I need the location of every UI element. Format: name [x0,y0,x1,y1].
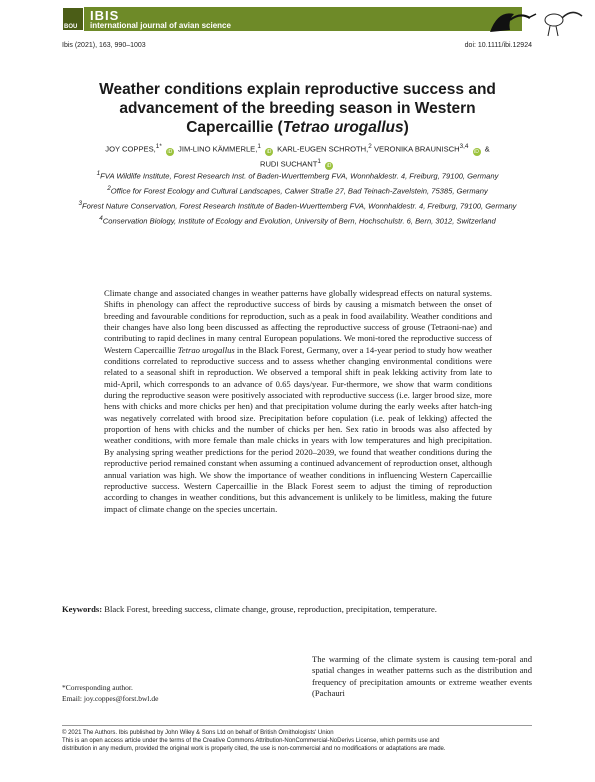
title-line-3-prefix: Capercaillie ( [186,119,283,136]
affiliation-4 [60,213,535,227]
keywords-label: Keywords: [62,604,103,614]
title-line-3-suffix: ) [403,119,409,136]
orcid-icon[interactable]: iD [266,148,272,155]
author-2: JIM-LINO KÄMMERLE, [178,144,258,154]
author-3: KARL-EUGEN SCHROTH, [277,144,369,154]
introduction-text: The warming of the climate system is causing tem-poral and spatial changes in weather patterns such as the distribution and frequency of precipitation amounts or extreme weather events (Pachauri [312,654,532,699]
abstract-part-1: Climate change and associated changes in weather patterns have globally widespread effects on natural systems. Shifts in phenology can affect the reproductive success of birds by causing a mismatch between the onset of breeding and favourable conditions for reproduction, such as a peak in food availability. Weather conditions and their changes have also long been discussed as affecting the reproductive success of grouse (Tetraoni-nae) and contributing to rapid declines in many central European populations. We moni-tored the reproductive success of Western Capercaillie [104,288,492,355]
author-5: RUDI SUCHANT [259,159,318,169]
title-line-1: Weather conditions explain reproductive success and [99,81,496,98]
orcid-icon[interactable]: iD [167,148,173,155]
orcid-icon[interactable]: iD [326,163,332,170]
author-4-sup: 3,4 [459,143,469,150]
abstract [104,288,492,515]
footer-divider [62,725,532,726]
birds-illustration [470,2,590,38]
abstract-part-2: in the Black Forest, Germany, over a 14-year period to study how weather conditions correlated to reproductive success and to assess whether changing environmental conditions were related to a seasonal shift in reproduction. We observed a temporal shift in peak lekking activity from late to mid-April, which corresponds to an advance of 0.65 days/year. Fur-thermore, we show that warm conditions during the reproductive season were positively associated with reproductive success (i.e. larger brood size, more hens with chicks and more chicks per hen) and that precipitation volume during the early weeks after hatch-ing was negatively correlated with brood size. Precipitation before copulation (i.e. peak of lekking) affected the proportion of hens with chicks and the number of chicks per hen. Sex ratio in broods was also affected by weather conditions, with more female than male chicks in years with low temperatures and high precipitation. By analysing spring weather predictions for the period 2020–2039, we found that weather conditions during the reproductive period remained constant when assuming a continued advancement of reproduction onset, although annual variation was high. We show the importance of weather conditions in influencing Western Capercaillie reproductive success. Western Capercaillie in the Black Forest seem to adjust the timing of reproduction according to changes in weather conditions, but this advancement is unlikely to be limitless, making the future impact of climate change on the species uncertain. [104,344,492,514]
affiliation-1 [60,168,535,182]
bou-logo-text: BOU [64,24,78,30]
corresponding-label: *Corresponding author. [62,683,133,692]
keywords-text: Black Forest, breeding success, climate change, grouse, reproduction, precipitation, temperature. [102,604,437,614]
abstract-species: Tetrao urogallus [177,344,235,355]
author-2-sup: 1 [257,143,261,150]
affiliation-1-text: FVA Wildlife Institute, Forest Research Inst. of Baden-Wuerttemberg FVA, Wonnhaldestr. 4, Freiburg, 79100, Germany [100,171,499,181]
article-title [40,80,555,137]
affiliation-1-num: 1 [96,170,101,177]
citation-info [62,42,146,49]
author-1-sup: 1 [155,143,160,150]
author-list: JOY COPPES,$^{1*}$ iD JIM-LINO KÄMMERLE,$^1$ iD KARL-EUGEN SCHROTH,$^2$ VERONIKA BRAUNISCH$^{3,4}$ iD & RUDI SUCHANT$^1$ iD [105,143,490,170]
author-3-sup: 2 [368,143,372,150]
orcid-icon[interactable]: iD [474,148,479,155]
journal-name: IBIS [90,8,120,23]
bou-logo [62,7,84,31]
corresponding-email[interactable]: Email: joy.coppes@forst.bwl.de [62,693,159,703]
footer-line-3: distribution in any medium, provided the original work is properly cited, the use is non-commercial and no modifications or adaptations are made. [62,746,446,753]
author-ampersand: & [482,144,490,154]
doi [465,42,532,49]
title-species: Tetrao urogallus [282,119,404,136]
affiliations [60,168,535,228]
affiliation-3 [60,198,535,212]
affiliation-2-text: Office for Forest Ecology and Cultural Landscapes, Calwer Straße 27, Bad Teinach-Zavelstein, 75385, Germany [110,186,488,196]
corresponding-author [62,683,158,704]
doi-text: doi: 10.1111/ibi.12924 [464,42,532,49]
journal-banner [0,0,595,38]
title-line-2: advancement of the breeding season in Western [119,100,476,117]
affiliation-2-num: 2 [107,185,111,193]
affiliation-4-text: Conservation Biology, Institute of Ecology and Evolution, University of Bern, Hochschulstr. 6, Bern, 3012, Switzerland [102,216,496,226]
affiliation-4-num: 4 [99,215,103,223]
citation-left: Ibis (2021), 163, 990–1003 [62,42,146,49]
license-footer [62,729,532,754]
author-4: VERONIKA BRAUNISCH [373,144,460,154]
journal-subtitle: international journal of avian science [90,21,231,30]
keywords [62,604,492,616]
author-5-sup: 1 [317,157,321,165]
author-1: JOY COPPES, [105,144,156,154]
footer-line-1: © 2021 The Authors. Ibis published by John Wiley & Sons Ltd on behalf of British Ornithologists' Union [62,730,334,736]
affiliation-3-text: Forest Nature Conservation, Forest Research Institute of Baden-Wuerttemberg FVA, Wonnhaldestr. 4, Freiburg, 79100, Germany [82,201,517,211]
affiliation-3-num: 3 [78,200,83,208]
footer-line-2: This is an open access article under the terms of the Creative Commons Attribution-NonCommercial-NoDerivs License, which permits use and [62,738,440,745]
affiliation-2 [60,183,535,197]
